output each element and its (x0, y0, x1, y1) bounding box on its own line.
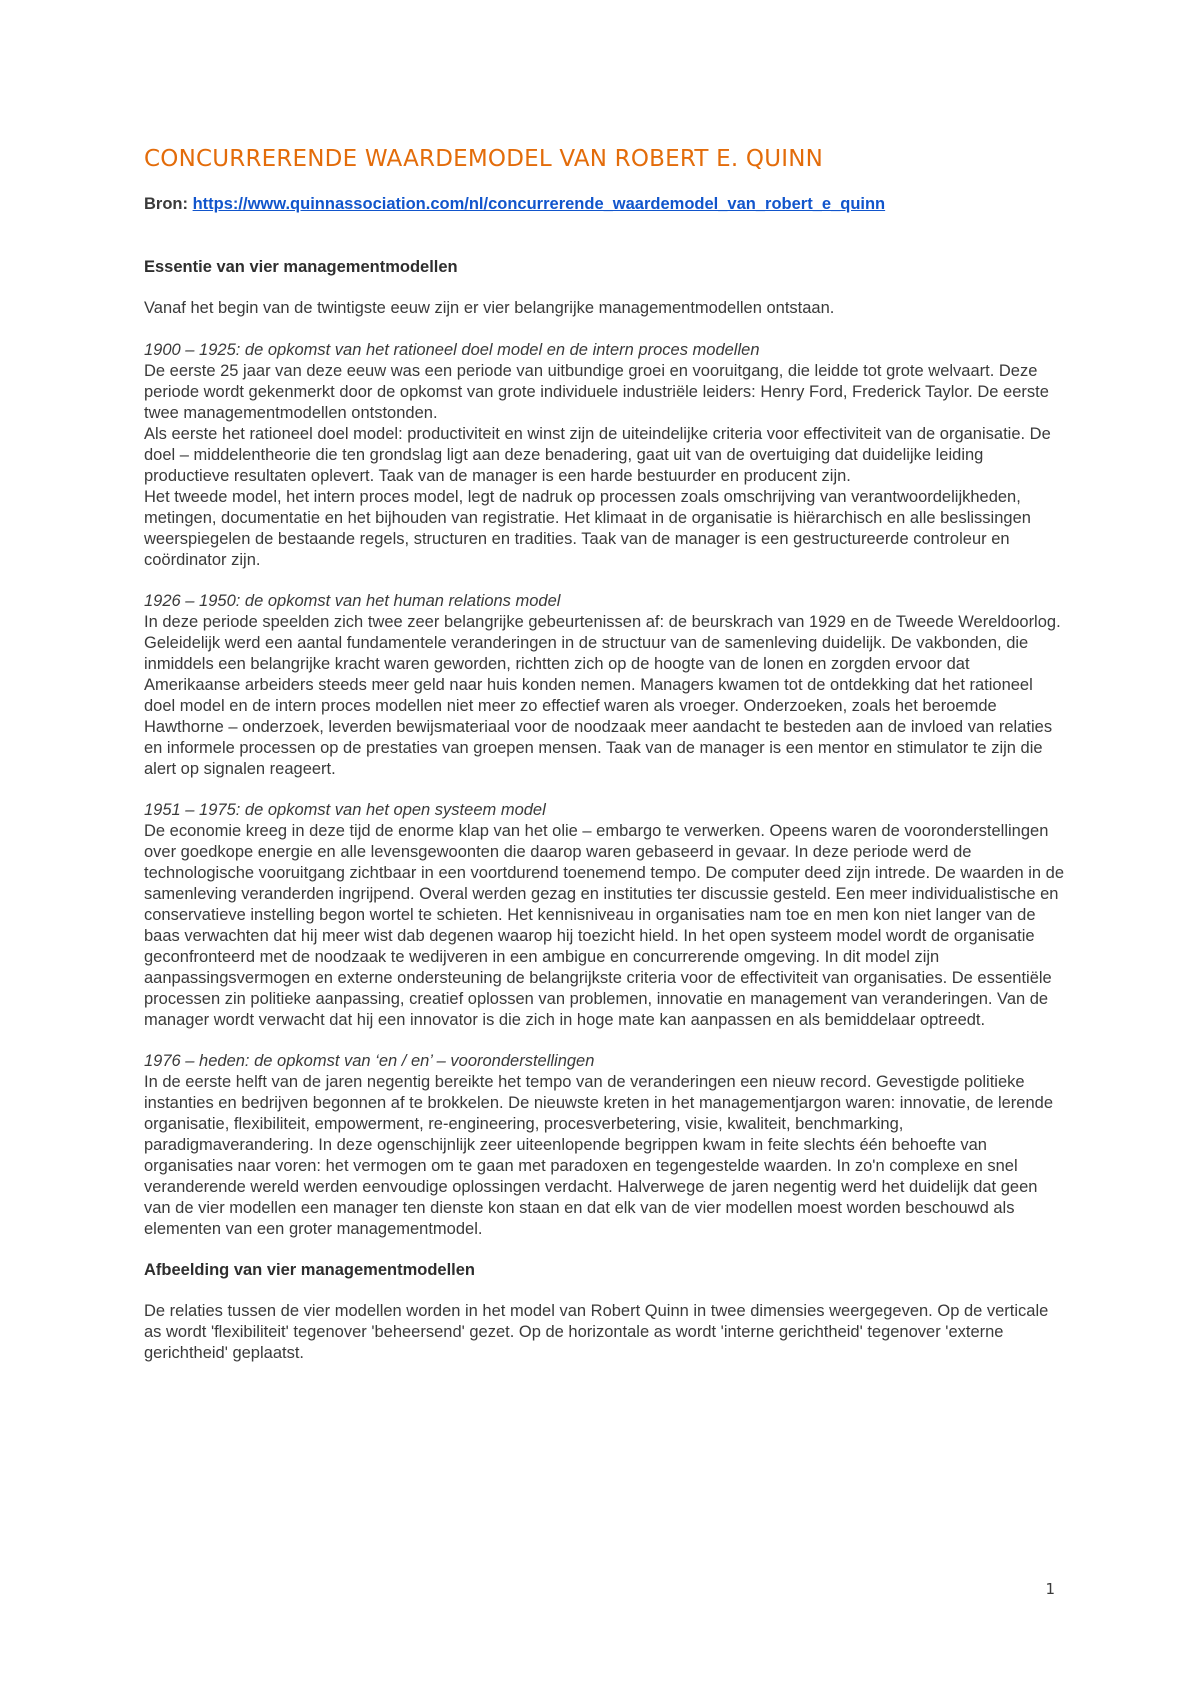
intro-paragraph: Vanaf het begin van de twintigste eeuw zijn er vier belangrijke managementmodellen ontstaan. (144, 299, 835, 317)
document-content (144, 144, 1064, 1384)
section-paragraph: De economie kreeg in deze tijd de enorme klap van het olie – embargo te verwerken. Opeens waren de vooronderstellingen over goedkope energie en alle levensgewoonten die daarop waren gebaseerd in gevaar. In deze periode werd de technologische vooruitgang zichtbaar in een voortdurend toenemend tempo. De computer deed zijn intrede. De waarden in de samenleving veranderden ingrijpend. Overal werden gezag en instituties ter discussie gesteld. Een meer individualistische en conservatieve instelling begon wortel te schieten. Het kennisniveau in organisaties nam toe en men kon niet langer van de baas verwachten dat hij meer wist dab degenen waarop hij toezicht hield. In het open systeem model wordt de organisatie geconfronteerd met de noodzaak te wedijveren in een ambigue en concurrerende omgeving. In dit model zijn aanpassingsvermogen en externe ondersteuning de belangrijkste criteria voor de effectiviteit van organisaties. De essentiële processen zin politieke aanpassing, creatief oplossen van problemen, innovatie en management van veranderingen. Van de manager wordt verwacht dat hij een innovator is die zich in hoge mate kan aanpassen en als bemiddelaar optreedt. (144, 822, 1064, 1029)
section-heading-afbeelding: Afbeelding van vier managementmodellen (144, 1261, 475, 1279)
page-number: 1 (1045, 1580, 1055, 1598)
section-title: 1976 – heden: de opkomst van ‘en / en’ – vooronderstellingen (144, 1052, 595, 1070)
section-heading-essentie: Essentie van vier managementmodellen (144, 258, 458, 276)
closing-paragraph: De relaties tussen de vier modellen worden in het model van Robert Quinn in twee dimensies weergegeven. Op de verticale as wordt 'flexibiliteit' tegenover 'beheersend' gezet. Op de horizontale as wordt 'interne gerichtheid' tegenover 'externe gerichtheid' geplaatst. (144, 1302, 1049, 1362)
section-1900-1925 (144, 340, 1064, 571)
section-title: 1900 – 1925: de opkomst van het rationeel doel model en de intern proces modellen (144, 341, 760, 359)
section-body (144, 821, 1064, 1031)
section-title: 1951 – 1975: de opkomst van het open systeem model (144, 801, 546, 819)
source-link[interactable]: https://www.quinnassociation.com/nl/concurrerende_waardemodel_van_robert_e_quinn (192, 195, 886, 213)
section-1976-heden (144, 1051, 1064, 1240)
section-body (144, 361, 1064, 571)
section-paragraph: In deze periode speelden zich twee zeer belangrijke gebeurtenissen af: de beurskrach van 1929 en de Tweede Wereldoorlog. Geleidelijk werd een aantal fundamentele veranderingen in de structuur van de samenleving duidelijk. De vakbonden, die inmiddels een belangrijke kracht waren geworden, richtten zich op de hoogte van de lonen en zorgden ervoor dat Amerikaanse arbeiders steeds meer geld naar huis konden nemen. Managers kwamen tot de ontdekking dat het rationeel doel model en de intern proces modellen niet meer zo effectief waren als vroeger. Onderzoeken, zoals het beroemde Hawthorne – onderzoek, leverden bewijsmateriaal voor de noodzaak meer aandacht te besteden aan de invloed van relaties en informele processen op de prestaties van groepen mensen. Taak van de manager is een mentor en stimulator te zijn die alert op signalen reageert. (144, 613, 1061, 778)
section-paragraph: De eerste 25 jaar van deze eeuw was een periode van uitbundige groei en vooruitgang, die leidde tot grote welvaart. Deze periode wordt gekenmerkt door de opkomst van grote individuele industriële leiders: Henry Ford, Frederick Taylor. De eerste twee managementmodellen ontstonden. (144, 362, 1049, 422)
section-1951-1975 (144, 800, 1064, 1031)
section-body (144, 612, 1064, 780)
section-paragraph: In de eerste helft van de jaren negentig bereikte het tempo van de veranderingen een nieuw record. Gevestigde politieke instanties en bedrijven begonnen af te brokkelen. De nieuwste kreten in het managementjargon waren: innovatie, de lerende organisatie, flexibiliteit, empowerment, re-engineering, procesverbetering, visie, kwaliteit, benchmarking, paradigmaverandering. In deze ogenschijnlijk zeer uiteenlopende begrippen kwam in feite slechts één behoefte van organisaties naar voren: het vermogen om te gaan met paradoxen en tegengestelde waarden. In zo'n complexe en snel veranderende wereld werden eenvoudige oplossingen verdacht. Halverwege de jaren negentig werd het duidelijk dat geen van de vier modellen een manager ten dienste kon staan en dat elk van de vier modellen moest worden beschouwd als elementen van een groter managementmodel. (144, 1073, 1054, 1238)
section-title: 1926 – 1950: de opkomst van het human relations model (144, 592, 561, 610)
document-title: CONCURRERENDE WAARDEMODEL VAN ROBERT E. QUINN (144, 146, 824, 172)
section-paragraph: Als eerste het rationeel doel model: productiviteit en winst zijn de uiteindelijke criteria voor effectiviteit van de organisatie. De doel – middelentheorie die ten grondslag ligt aan deze benadering, gaat uit van de overtuiging dat duidelijke leiding productieve resultaten oplevert. Taak van de manager is een harde bestuurder en producent zijn. (144, 425, 1051, 485)
section-body (144, 1072, 1064, 1240)
source-label: Bron: (144, 195, 188, 213)
section-1926-1950 (144, 591, 1064, 780)
source-line (144, 194, 1064, 215)
section-paragraph: Het tweede model, het intern proces model, legt de nadruk op processen zoals omschrijving van verantwoordelijkheden, metingen, documentatie en het bijhouden van registratie. Het klimaat in de organisatie is hiërarchisch en alle beslissingen weerspiegelen de bestaande regels, structuren en tradities. Taak van de manager is een gestructureerde controleur en coördinator zijn. (144, 488, 1031, 569)
